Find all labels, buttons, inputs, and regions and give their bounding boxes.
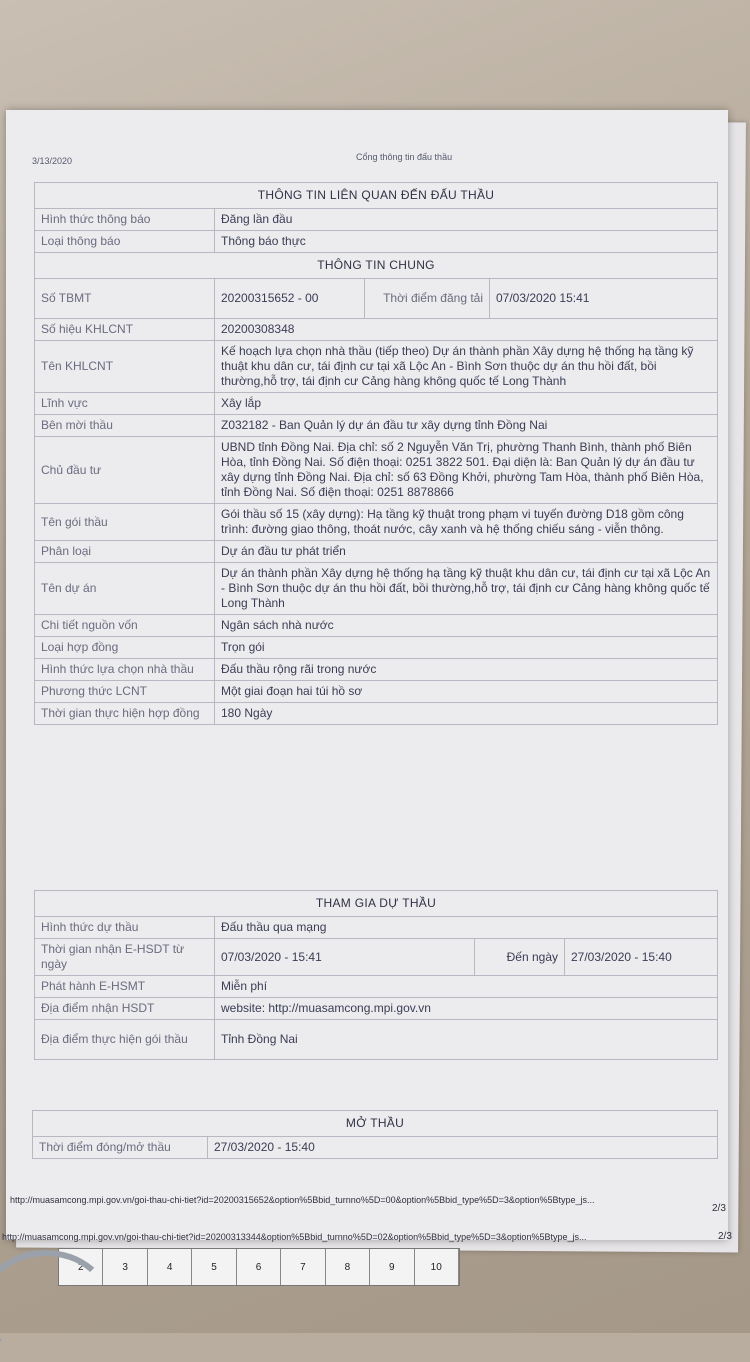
field-label: Tên dự án — [35, 563, 215, 615]
field-value: Tỉnh Đồng Nai — [215, 1020, 718, 1060]
field-label: Loại thông báo — [35, 231, 215, 253]
index-tab: 9 — [370, 1249, 414, 1285]
field-label: Thời điểm đóng/mở thầu — [33, 1137, 208, 1159]
index-tab: 7 — [281, 1249, 325, 1285]
field-value: 20200308348 — [215, 319, 718, 341]
opening-table — [32, 1110, 718, 1159]
field-value: Đăng lần đầu — [215, 209, 718, 231]
field-value: 07/03/2020 15:41 — [490, 279, 718, 319]
field-value: Thông báo thực — [215, 231, 718, 253]
document-page — [6, 110, 728, 1240]
field-label: Phân loại — [35, 541, 215, 563]
field-value: UBND tỉnh Đồng Nai. Địa chỉ: số 2 Nguyễn Văn Trị, phường Thanh Bình, thành phố Biên Hòa, tỉnh Đồng Nai. Số điện thoại: 0251 3822 501. Đại diện là: Ban Quản lý dự án đầu tư xây dựng tỉnh Đồng Nai. Địa chỉ: số 63 Đồng Khởi, phường Tam Hòa, thành phố Biên Hòa, tỉnh Đồng Nai. Số điện thoại: 0251 8878866 — [215, 437, 718, 504]
field-label: Chi tiết nguồn vốn — [35, 615, 215, 637]
field-value: Ngân sách nhà nước — [215, 615, 718, 637]
field-value: Đấu thầu qua mạng — [215, 917, 718, 939]
field-value: website: http://muasamcong.mpi.gov.vn — [215, 998, 718, 1020]
print-date: 3/13/2020 — [32, 156, 73, 166]
index-tab: 8 — [326, 1249, 370, 1285]
field-label: Đến ngày — [475, 939, 565, 976]
field-label: Số hiệu KHLCNT — [35, 319, 215, 341]
field-label: Lĩnh vực — [35, 393, 215, 415]
field-label: Phát hành E-HSMT — [35, 976, 215, 998]
page-number-underlying: 2/3 — [718, 1231, 732, 1242]
field-label: Tên gói thầu — [35, 504, 215, 541]
index-tab-strip — [58, 1248, 460, 1286]
field-value: Z032182 - Ban Quản lý dự án đầu tư xây dựng tỉnh Đồng Nai — [215, 415, 718, 437]
field-label: Phương thức LCNT — [35, 681, 215, 703]
field-label: Bên mời thầu — [35, 415, 215, 437]
field-label: Hình thức lựa chọn nhà thầu — [35, 659, 215, 681]
field-value: Một giai đoạn hai túi hồ sơ — [215, 681, 718, 703]
index-tab: 2 — [59, 1249, 103, 1285]
page-number: 2/3 — [712, 1203, 726, 1214]
index-tab: 10 — [415, 1249, 459, 1285]
field-value: 20200315652 - 00 — [215, 279, 365, 319]
field-value: Trọn gói — [215, 637, 718, 659]
index-tab: 4 — [148, 1249, 192, 1285]
field-value: 180 Ngày — [215, 703, 718, 725]
field-value: Xây lắp — [215, 393, 718, 415]
field-label: Tên KHLCNT — [35, 341, 215, 393]
field-label: Số TBMT — [35, 279, 215, 319]
field-label: Thời điểm đăng tải — [365, 279, 490, 319]
section-title-bidding: THAM GIA DỰ THẦU — [35, 891, 718, 917]
field-value: 27/03/2020 - 15:40 — [208, 1137, 718, 1159]
field-value: Kế hoạch lựa chọn nhà thầu (tiếp theo) Dự án thành phần Xây dựng hệ thống hạ tầng kỹ thuật khu dân cư, tái định cư tại xã Lộc An - Bình Sơn thuộc dự án thu hồi đất, bồi thường,hỗ trợ, tái định cư Cảng hàng không quốc tế Long Thành — [215, 341, 718, 393]
index-tab: 6 — [237, 1249, 281, 1285]
footer-url-underlying: http://muasamcong.mpi.gov.vn/goi-thau-chi-tiet?id=20200313344&option%5Bbid_turnno%5D=02&option%5Bbid_type%5D=3&option%5Btype_js... — [2, 1232, 587, 1242]
bidding-table — [34, 890, 718, 1060]
section-title-related: THÔNG TIN LIÊN QUAN ĐẾN ĐẤU THẦU — [35, 183, 718, 209]
field-value: Miễn phí — [215, 976, 718, 998]
field-label: Hình thức thông báo — [35, 209, 215, 231]
index-tab: 3 — [103, 1249, 147, 1285]
field-value: Đấu thầu rộng rãi trong nước — [215, 659, 718, 681]
field-value: 07/03/2020 - 15:41 — [215, 939, 475, 976]
field-value: 27/03/2020 - 15:40 — [565, 939, 718, 976]
footer-url: http://muasamcong.mpi.gov.vn/goi-thau-chi-tiet?id=20200315652&option%5Bbid_turnno%5D=00&option%5Bbid_type%5D=3&option%5Btype_js... — [10, 1195, 595, 1205]
field-label: Chủ đầu tư — [35, 437, 215, 504]
field-value: Dự án đầu tư phát triển — [215, 541, 718, 563]
field-label: Địa điểm thực hiện gói thầu — [35, 1020, 215, 1060]
field-label: Thời gian nhận E-HSDT từ ngày — [35, 939, 215, 976]
section-title-general: THÔNG TIN CHUNG — [35, 253, 718, 279]
section-title-opening: MỞ THẦU — [33, 1111, 718, 1137]
info-table — [34, 182, 718, 725]
field-label: Thời gian thực hiện hợp đồng — [35, 703, 215, 725]
field-label: Hình thức dự thầu — [35, 917, 215, 939]
index-tab: 5 — [192, 1249, 236, 1285]
print-site-title: Cổng thông tin đấu thầu — [356, 152, 453, 162]
field-value: Dự án thành phần Xây dựng hệ thống hạ tầng kỹ thuật khu dân cư, tái định cư tại xã Lộc An - Bình Sơn thuộc dự án thu hồi đất, bồi thường,hỗ trợ, tái định cư Cảng hàng không quốc tế Long Thành — [215, 563, 718, 615]
field-label: Địa điểm nhận HSDT — [35, 998, 215, 1020]
field-value: Gói thầu số 15 (xây dựng): Hạ tầng kỹ thuật trong phạm vi tuyến đường D18 gồm công trình: đường giao thông, thoát nước, cây xanh và hệ thống chiếu sáng - viễn thông. — [215, 504, 718, 541]
field-label: Loại hợp đồng — [35, 637, 215, 659]
